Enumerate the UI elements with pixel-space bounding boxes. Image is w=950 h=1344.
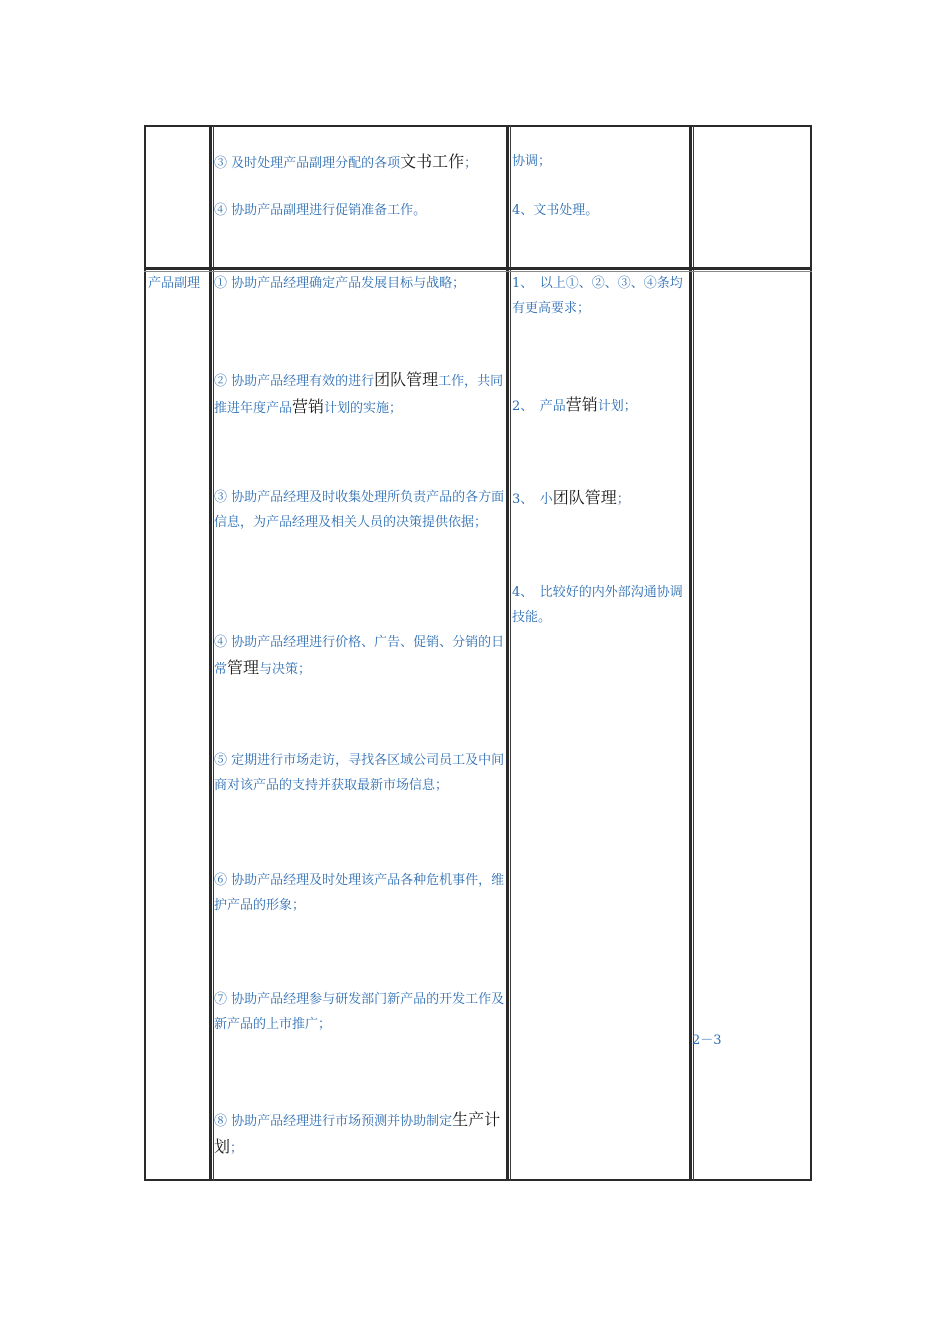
duty-5: ⑤ 定期进行市场走访，寻找各区域公司员工及中间商对该产品的支持并获取最新市场信息；	[214, 753, 505, 793]
duty-6: ⑥ 协助产品经理及时处理该产品各种危机事件，维护产品的形象；	[214, 873, 505, 913]
requirement-1: 1、 以上①、②、③、④条均有更高要求；	[512, 276, 683, 316]
duty-4: ④ 协助产品经理进行价格、广告、促销、分销的日常管理与决策；	[214, 635, 505, 677]
row1-requirement-coordinate: 协调；	[512, 154, 552, 169]
staffing-number: 2－3	[692, 1033, 722, 1048]
column-divider-2	[506, 125, 509, 1181]
row1-requirement-4: 4、文书处理。	[512, 203, 599, 218]
duty-2: ② 协助产品经理有效的进行团队管理工作，共同推进年度产品营销计划的实施；	[214, 370, 504, 416]
responsibility-table	[144, 125, 812, 1181]
row-divider	[144, 267, 812, 270]
position-title: 产品副理	[148, 276, 201, 291]
requirement-4: 4、 比较好的内外部沟通协调技能。	[512, 585, 683, 625]
duty-8: ⑧ 协助产品经理进行市场预测并协助制定生产计划；	[214, 1110, 501, 1156]
requirement-2: 2、 产品营销计划；	[512, 395, 637, 414]
requirement-3: 3、 小团队管理；	[512, 488, 630, 507]
row1-duty-3: ③ 及时处理产品副理分配的各项文书工作；	[214, 152, 478, 171]
duty-7: ⑦ 协助产品经理参与研发部门新产品的开发工作及新产品的上市推广；	[214, 992, 505, 1032]
column-divider-3-inner	[693, 125, 694, 1181]
row1-duty-4: ④ 协助产品副理进行促销准备工作。	[214, 203, 427, 218]
column-divider-2-inner	[510, 125, 511, 1181]
column-divider-3	[689, 125, 692, 1181]
duty-1: ① 协助产品经理确定产品发展目标与战略；	[214, 276, 466, 291]
duty-3: ③ 协助产品经理及时收集处理所负责产品的各方面信息，为产品经理及相关人员的决策提供依据；	[214, 490, 505, 530]
